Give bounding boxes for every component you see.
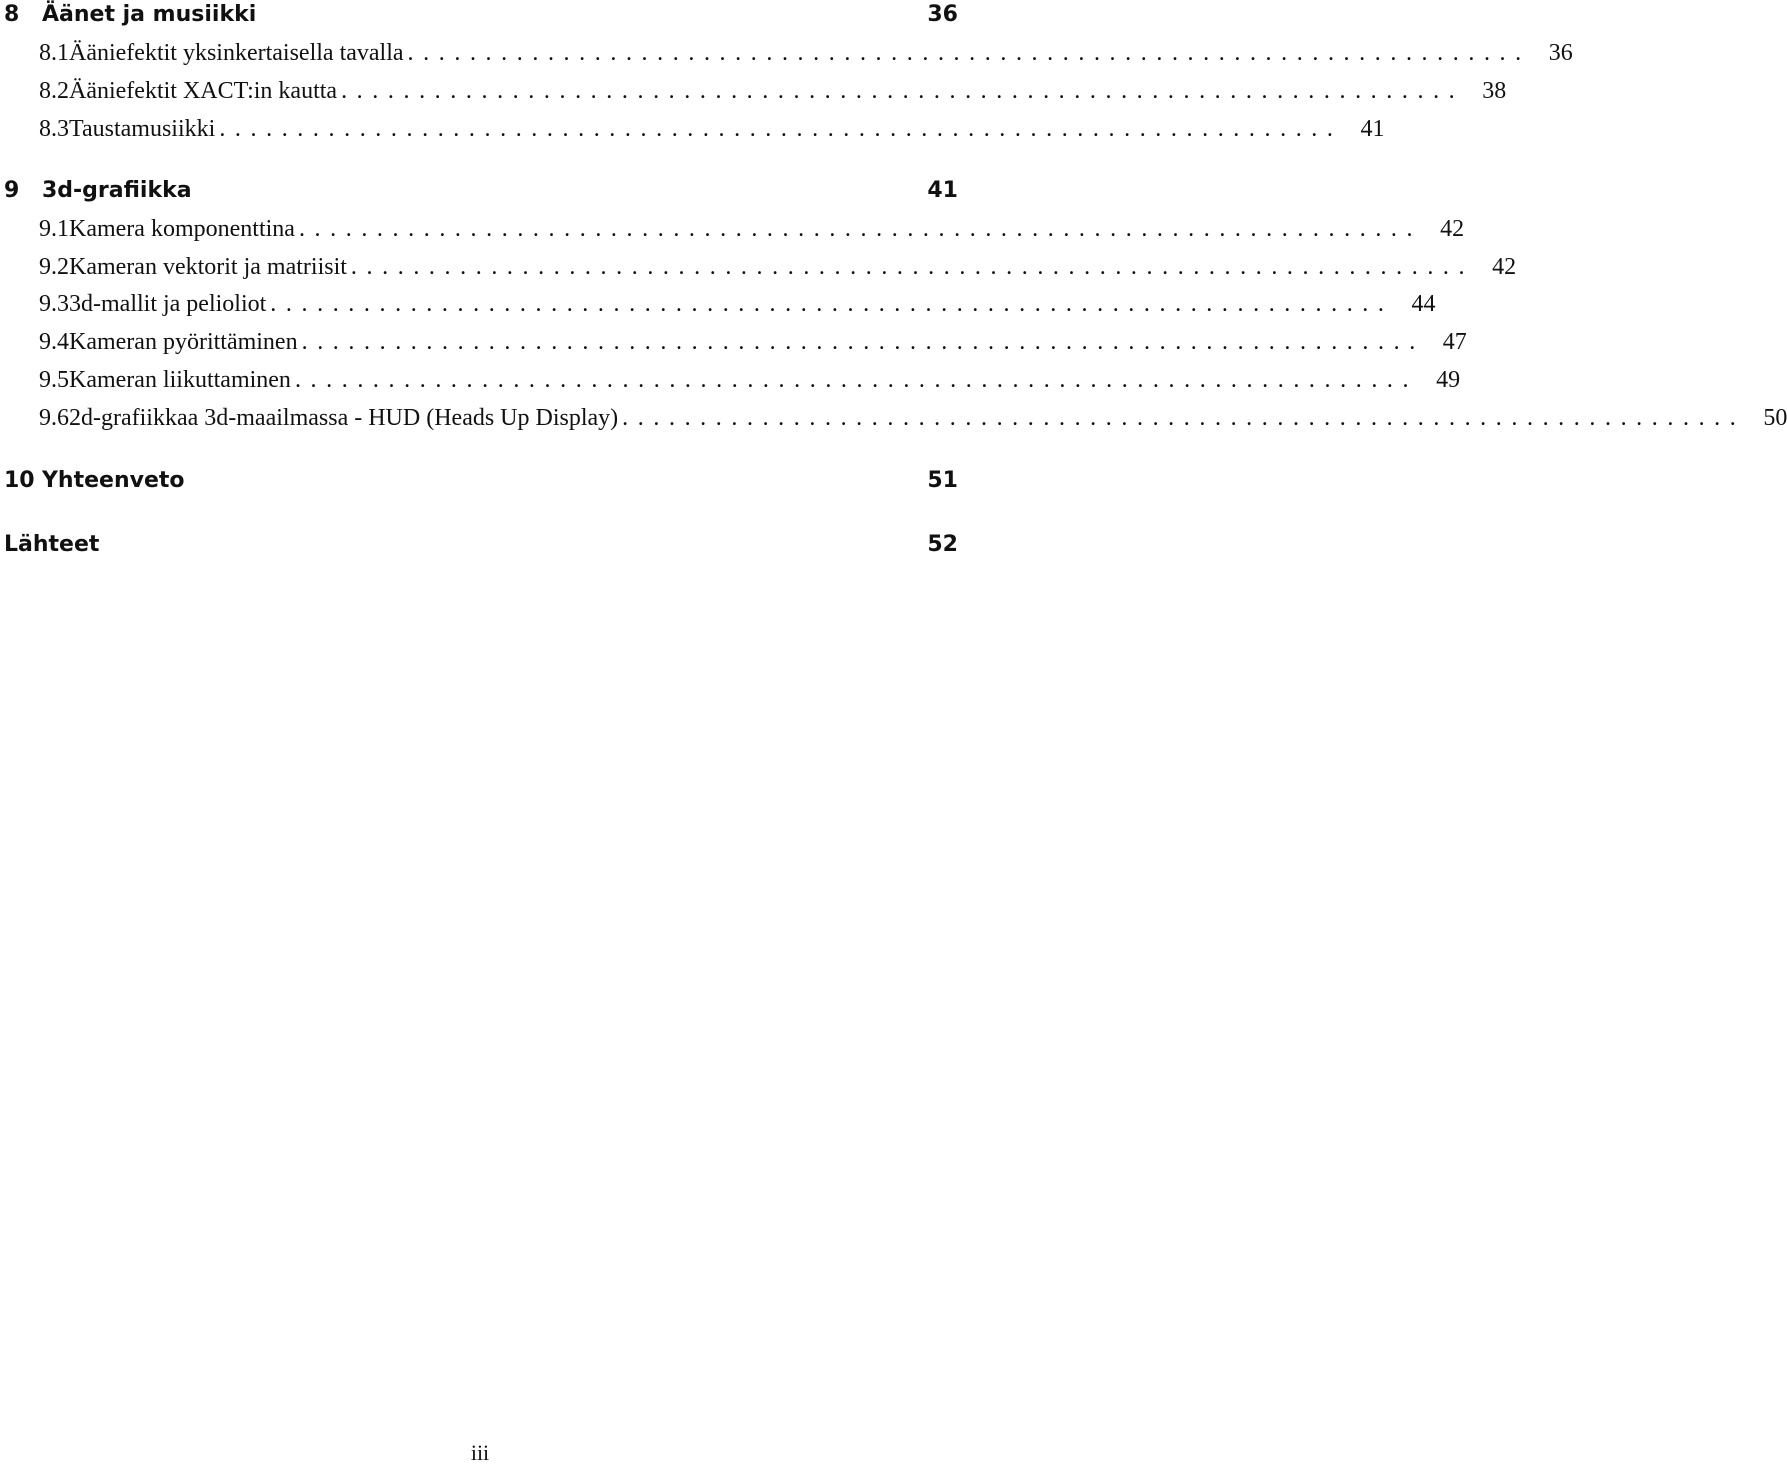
section-number: 9.4	[39, 329, 69, 355]
chapter-page: 51	[927, 468, 958, 493]
section-page: 50	[1763, 405, 1787, 431]
toc-section[interactable]	[39, 40, 1573, 70]
chapter-page: 52	[927, 532, 958, 557]
chapter-page: 36	[927, 2, 958, 27]
toc-section[interactable]	[39, 78, 1507, 108]
section-page: 42	[1492, 254, 1517, 280]
toc-section[interactable]	[39, 367, 1461, 397]
leader-dots: ........................................................................	[341, 78, 1465, 104]
toc-chapter-references[interactable]	[4, 532, 958, 562]
leader-dots: ........................................................................	[350, 254, 1475, 280]
section-page: 36	[1548, 40, 1573, 66]
section-page: 38	[1482, 78, 1507, 104]
toc-chapter[interactable]	[4, 178, 958, 208]
chapter-number: 8	[4, 2, 20, 27]
section-title: 3d-mallit ja pelioliot	[69, 291, 267, 317]
chapter-number: 9	[4, 178, 20, 203]
toc-section[interactable]	[39, 329, 1467, 359]
section-number: 9.5	[39, 367, 69, 393]
section-title: Kameran pyörittäminen	[69, 329, 298, 355]
section-number: 9.1	[39, 216, 69, 242]
leader-dots: ........................................................................	[298, 216, 1423, 242]
leader-dots: ........................................................................	[301, 329, 1425, 355]
section-page: 42	[1440, 216, 1465, 242]
chapter-title: Lähteet	[4, 532, 100, 557]
section-title: Taustamusiikki	[69, 116, 216, 142]
section-title: Kameran vektorit ja matriisit	[69, 254, 347, 280]
chapter-title: 3d-grafiikka	[42, 178, 192, 203]
section-number: 8.2	[39, 78, 69, 104]
chapter-title: Äänet ja musiikki	[42, 2, 257, 27]
section-number: 8.3	[39, 116, 69, 142]
section-page: 44	[1411, 291, 1436, 317]
leader-dots: ........................................................................	[294, 367, 1419, 393]
section-title: Kamera komponenttina	[69, 216, 295, 242]
chapter-number: 10	[4, 468, 35, 493]
leader-dots: ........................................................................	[270, 291, 1394, 317]
section-title: Ääniefektit yksinkertaisella tavalla	[69, 40, 404, 66]
section-number: 8.1	[39, 40, 69, 66]
section-page: 41	[1360, 116, 1385, 142]
section-title: Ääniefektit XACT:in kautta	[69, 78, 338, 104]
section-number: 9.2	[39, 254, 69, 280]
section-title: Kameran liikuttaminen	[69, 367, 291, 393]
toc-section[interactable]	[39, 405, 1787, 435]
toc-section[interactable]	[39, 216, 1465, 246]
page-number: iii	[470, 1440, 490, 1465]
chapter-title: Yhteenveto	[42, 468, 185, 493]
section-number: 9.6	[39, 405, 69, 431]
toc-section[interactable]	[39, 254, 1517, 284]
section-page: 47	[1442, 329, 1467, 355]
toc-chapter[interactable]	[4, 468, 958, 498]
toc-chapter[interactable]	[4, 2, 958, 32]
toc-section[interactable]	[39, 116, 1385, 146]
leader-dots: ........................................................................	[219, 116, 1343, 142]
section-number: 9.3	[39, 291, 69, 317]
chapter-page: 41	[927, 178, 958, 203]
leader-dots: ........................................................................	[407, 40, 1531, 66]
section-title: 2d-grafiikkaa 3d-maailmassa - HUD (Heads Up Display)	[69, 405, 619, 431]
leader-dots: ........................................................................	[622, 405, 1746, 431]
section-page: 49	[1436, 367, 1461, 393]
toc-section[interactable]	[39, 291, 1436, 321]
